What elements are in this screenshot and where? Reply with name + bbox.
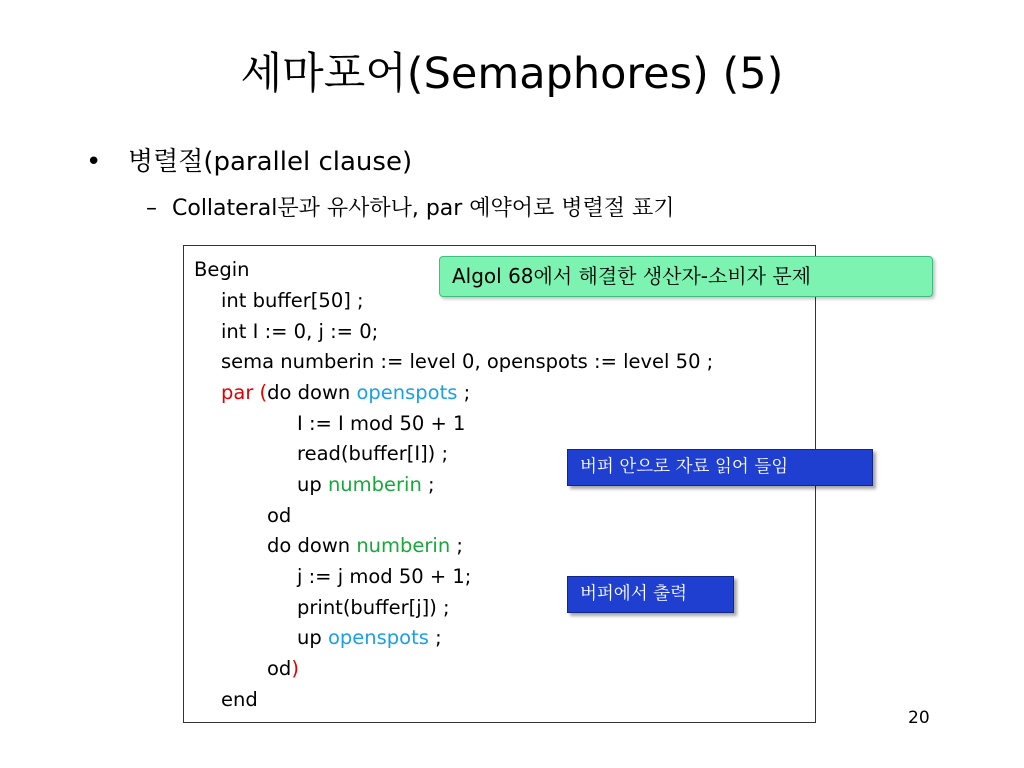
sub-bullet-collateral: [146, 193, 675, 225]
callout-print-from-buffer: 버퍼에서 출력: [567, 576, 734, 613]
code-line: print(buffer[j]) ;: [297, 596, 450, 619]
slide-title: 세마포어(Semaphores) (5): [240, 49, 784, 99]
code-line: [267, 654, 299, 684]
code-line: [297, 623, 442, 653]
page-number: 20: [908, 708, 930, 728]
code-line: [297, 470, 435, 500]
code-line: I := I mod 50 + 1: [297, 412, 466, 435]
code-text: od: [267, 657, 292, 680]
sub-bullet-mark: –: [146, 196, 157, 221]
code-line: int I := 0, j := 0;: [221, 320, 379, 343]
code-text: up: [297, 473, 328, 496]
par-close-paren: ): [291, 657, 299, 680]
code-text: ;: [428, 626, 442, 649]
code-text: ;: [457, 381, 471, 404]
callout-read-into-buffer: 버퍼 안으로 자료 읽어 들임: [567, 449, 873, 486]
code-line: [221, 378, 470, 408]
code-text: do down: [267, 381, 357, 404]
semaphore-openspots: openspots: [327, 626, 429, 649]
code-line: read(buffer[I]) ;: [297, 442, 449, 465]
code-line: od: [267, 504, 292, 527]
bullet-text: 병렬절(parallel clause): [128, 147, 413, 177]
semaphore-openspots: openspots: [356, 381, 458, 404]
callout-algol-68: Algol 68에서 해결한 생산자-소비자 문제: [439, 256, 933, 297]
code-line: end: [221, 688, 258, 711]
code-line: [267, 531, 463, 561]
bullet-mark: •: [86, 147, 102, 177]
code-text: up: [297, 626, 328, 649]
par-keyword: par (: [221, 381, 268, 404]
sub-bullet-text: Collateral문과 유사하나, par 예약어로 병렬절 표기: [172, 196, 675, 221]
code-text: ;: [421, 473, 435, 496]
code-line: Begin: [194, 258, 250, 281]
code-text: ;: [450, 534, 463, 557]
code-line: int buffer[50] ;: [221, 289, 364, 312]
code-line: sema numberin := level 0, openspots := level 50 ;: [221, 350, 714, 373]
code-line: j := j mod 50 + 1;: [297, 565, 472, 588]
semaphore-numberin: numberin: [327, 473, 422, 496]
code-text: do down: [267, 534, 357, 557]
bullet-parallel-clause: [86, 144, 412, 180]
semaphore-numberin: numberin: [356, 534, 451, 557]
